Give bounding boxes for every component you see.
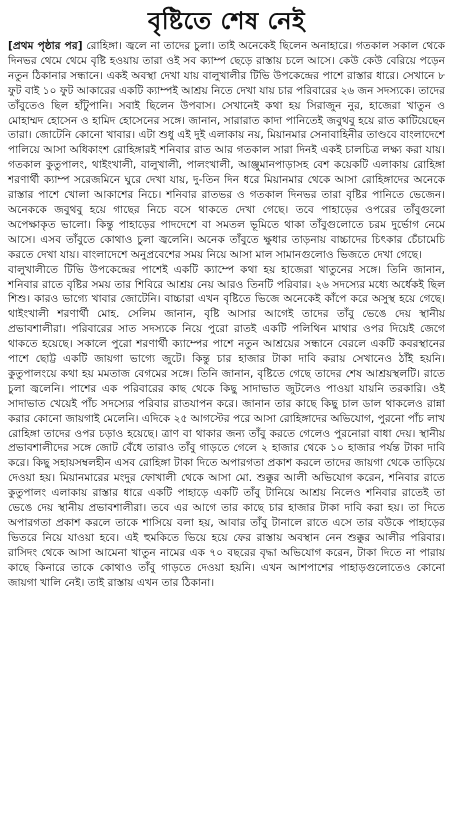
- article-headline: বৃষ্টিতে শেষ নেই: [147, 7, 306, 35]
- article-paragraph-1: [8, 39, 445, 263]
- paragraph-1-text: রোহিঙ্গা। জ্বলে না তাদের চুলা। তাই অনেকেই ছিলেন অনাহারে। গতকাল সকাল থেকে দিনভর থেমে থেমে বৃষ্টি হওয়ায় তারা ওই সব ক্যাম্প ছেড়ে রাস্তায় চলে আসে। কেউ কেউ বেরিয়ে পড়েন নতুন ঠিকানার সন্ধানে। একই অবস্থা দেখা যায় বালুখালীর টিভি উপকেন্দ্রের পাশে রাস্তার ধারে। সেখানে ৮ ফুট বাই ১০ ফুট আকারের একটি ক্যাম্পই আশ্রয় নিতে দেখা যায় চার পরিবারের ২৬ জন সদস্যকে। তাদের তাঁবুতেও ছিল হাঁটুপানি। সবাই ছিলেন উপবাস। সেখানেই কথা হয় সিরাজুন নুর, হাজেরা খাতুন ও মোহাম্মদ হোসেন ও হামিদ হোসেনের সঙ্গে। জানান, সারারাত কাদা পানিতেই জবুথবু হয়ে রাত কাটিয়েছেন তারা। জোটেনি কোনো খাবার। এটা শুধু এই দুই এলাকায় নয়, মিয়ানমার সেনাবাহিনীর তাণ্ডবে বাংলাদেশে পালিয়ে আসা অধিকাংশ রোহিঙ্গারই শনিবার রাত আর গতকাল সারা দিনই একই চালচিত্র লক্ষ্য করা যায়। গতকাল কুতুপালং, থাইংখালী, বালুখালী, পালংখালী, আঞ্জুমানপাড়াসহ বেশ কয়েকটি এলাকায় রোহিঙ্গা শরণার্থী ক্যাম্প সরেজমিনে ঘুরে দেখা যায়, দু-তিন দিন ধরে মিয়ানমার থেকে আসা রোহিঙ্গাদের অনেকে রাস্তার পাশে খোলা আকাশের নিচে। শনিবার রাতভর ও গতকাল দিনভর তারা বৃষ্টির পানিতে ভেজেন। অনেককে জবুথবু হয়ে গাছের নিচে বসে থাকতে দেখা গেছে। তবে পাহাড়ের ওপরের তাঁবুগুলো অপেক্ষাকৃত ভালো। কিন্তু পাহাড়ের পাদদেশে বা সমতল ভূমিতে থাকা তাঁবুগুলোতে চরম দুর্ভোগ নেমে আসে। এসব তাঁবুতে কোথাও চুলা জ্বলেনি। অনেক তাঁবুতে ক্ষুধার তাড়নায় বাচ্চাদের চিৎকার চেঁচামেচি করতে দেখা যায়। বাংলাদেশে অনুপ্রবেশের সময় নিয়ে আসা মাল সামানগুলোও ভিজতে দেখা গেছে।: [8, 40, 445, 261]
- continuation-tag: [প্রথম পৃষ্ঠার পর]: [8, 40, 83, 52]
- article-body: [8, 39, 445, 591]
- article-paragraph-2: বালুখালীতে টিভি উপকেন্দ্রের পাশেই একটি ক্যাম্পে কথা হয় হাজেরা খাতুনের সঙ্গে। তিনি জানান, শনিবার রাতে বৃষ্টির সময় তার শিবিরে আশ্রয় নেয় আরও তিনটি পরিবার। ২৬ সদস্যের মধ্যে অর্ধেকই ছিল শিশু। কারও ভাগ্যে খাবার জোটেনি। বাচ্চারা এখন বৃষ্টিতে ভিজে অনেকেই কাঁপে করে অসুস্থ হয়ে গেছে। থাইংখালী শরণার্থী মোহ. সেলিম জানান, বৃষ্টি আসার আগেই তাদের তাঁবু ভেঙে দেয় স্থানীয় প্রভাবশালীরা। পরিবারের সাত সদস্যকে নিয়ে পুরো রাতই একটি পলিথিন মাথার ওপর দিয়েই জেগে থাকতে হয়েছে। সকালে পুরো শরণার্থী ক্যাম্পের পাশে নতুন আশ্রয়ের সন্ধানে বেরলে একটি কবরস্থানের পাশে ছোট্ট একটি জায়গা ভাগ্যে জুটে। কিন্তু চার হাজার টাকা দাবি করায় সেখানেও ঠাঁই হয়নি। কুতুপালংয়ে কথা হয় মমতাজ বেগমের সঙ্গে। তিনি জানান, বৃষ্টিতে গেছে তাদের শেষ আশ্রয়স্থলটি। রাতে চুলা জ্বলেনি। পাশের এক পরিবারের কাছ থেকে কিছু সাদাভাত জুটলেও পাওয়া যায়নি তরকারি। ওই সাদাভাত খেয়েই পাঁচ সদস্যের পরিবার রাতযাপন করে। জানান তার কাছে কিছু চাল ডাল থাকলেও রান্না করার কোনো জায়গাই মেলেনি। এদিকে ২৫ আগস্টের পরে আসা রোহিঙ্গাদের অভিযোগ, পুরনো পাঁচ লাখ রোহিঙ্গা তাদের ওপর চড়াও হয়েছে। ত্রাণ বা থাকার জন্য তাঁবু করতে গেলেও পুরনোরা বাধা দেয়। স্থানীয় প্রভাবশালীদের সঙ্গে জোট বেঁধে তারাও তাঁবু গাড়তে গেলে ২ হাজার থেকে ১০ হাজার পর্যন্ত টাকা দাবি করে। কিছু সহায়সম্বলহীন এসব রোহিঙ্গা টাকা দিতে অপারগতা প্রকাশ করলে তাদের জায়গা থেকে তাড়িয়ে দেওয়া হয়। মিয়ানমারের মংদুর ফোখালী থেকে আসা মো. শুক্কুর আলী অভিযোগ করেন, শনিবার রাতে কুতুপালং এলাকায় রাস্তার ধারে একটি পাহাড়ে একটি তাঁবু টানিয়ে আশ্রয় নিলেও শনিবার রাতেই তা ভেঙে দেয় স্থানীয় প্রভাবশালীরা। তবে এর আগে তার কাছে চার হাজার টাকা দাবি করা হয়। তা দিতে অপারগতা প্রকাশ করলে তাকে শাসিয়ে বলা হয়, আবার তাঁবু টানালে রাতে এসে তার বউকে পাহাড়ের ভিতরে নিয়ে যাওয়া হবে। এই হুমকিতে ভিয়ে হয়ে ফের রাস্তায় অবস্থান নেন শুক্কুর আলীর পরিবার। রাসিদং থেকে আসা আমেনা খাতুন নামের এক ৭০ বছরের বৃদ্ধা অভিযোগ করেন, টাকা দিতে না পারায় কাছে কিনারে তাকে কোথাও তাঁবু গাড়তে দেওয়া হয়নি। এখন আশপাশের পাহাড়গুলোতেও কোনো জায়গা খালি নেই। তাই রাস্তায় এখন তার ঠিকানা।: [8, 263, 445, 589]
